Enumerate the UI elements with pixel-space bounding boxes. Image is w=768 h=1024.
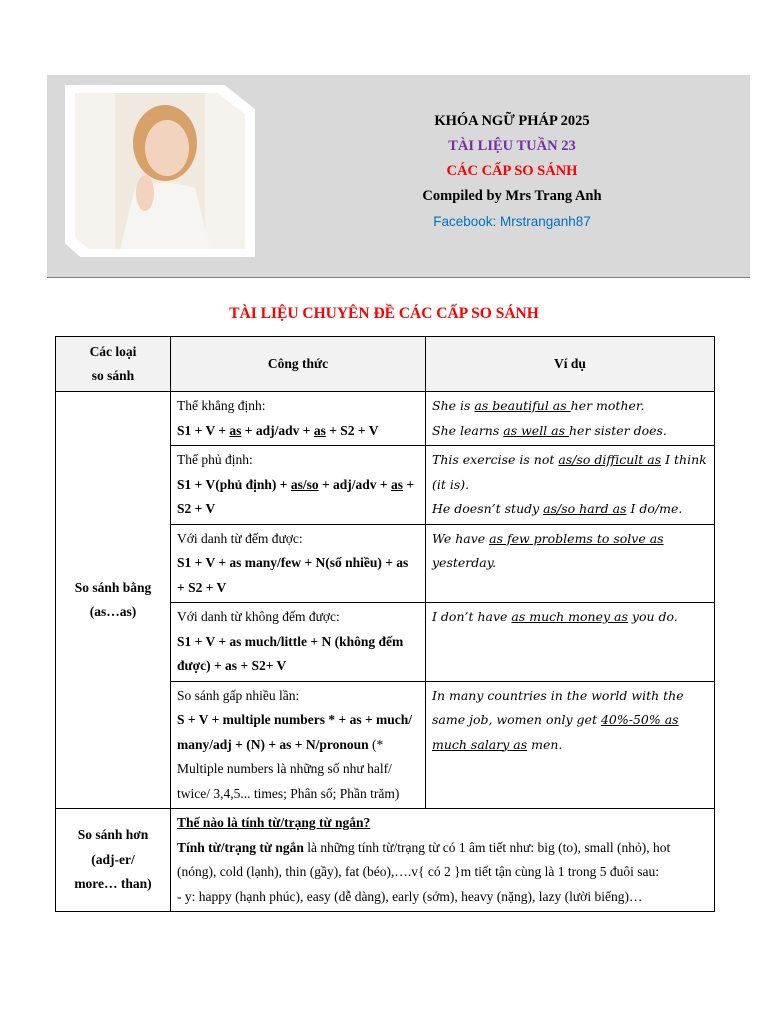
header-cell-formula: Công thức (171, 337, 426, 392)
document-title: TÀI LIỆU CHUYÊN ĐỀ CÁC CẤP SO SÁNH (229, 305, 539, 322)
topic-title: CÁC CẤP SO SÁNH (446, 163, 578, 179)
example: In many countries in the world with the same job, women only get 40%-50% as much salary as men. (432, 687, 684, 752)
header-types-line2: so sánh (91, 368, 135, 383)
example: She learns as well as her sister does. (432, 422, 667, 438)
author-line: Compiled by Mrs Trang Anh (422, 188, 602, 204)
week-title: TÀI LIỆU TUẦN 23 (448, 138, 576, 154)
table-header-row (56, 337, 715, 392)
header-cell-types (56, 337, 171, 392)
formula-label: Thể khẳng định: (177, 398, 266, 413)
formula-label: Với danh từ đếm được: (177, 530, 303, 546)
example: He doesn’t study as/so hard as I do/me. (432, 501, 683, 516)
example-cell (426, 603, 715, 682)
facebook-line: Facebook: Mrstranganh87 (433, 214, 591, 229)
formula-cell (171, 681, 426, 809)
example-cell (426, 392, 715, 446)
formula: S1 + V + as many/few + N(số nhiều) + as + S2 + V (177, 555, 409, 595)
definition-cell (171, 809, 715, 912)
formula-label: Với danh từ không đếm được: (177, 609, 340, 624)
example: We have as few problems to solve as yesterday. (432, 530, 664, 570)
table-row (56, 392, 715, 446)
category-equal-line2: (as…as) (89, 604, 137, 619)
formula-cell (171, 392, 426, 446)
category-more-line3: more… than) (74, 876, 152, 892)
comparison-table (55, 336, 715, 912)
category-more-line2: (adj-er/ (91, 851, 135, 867)
formula: S1 + V + as much/little + N (không đếm được) + as + S2+ V (177, 633, 404, 673)
example: I don’t have as much money as you do. (432, 609, 678, 624)
header-banner (47, 75, 750, 278)
definition-question: Thế nào là tính từ/trạng từ ngắn? (177, 815, 371, 830)
author-photo (75, 93, 245, 249)
formula: S1 + V(phủ định) + as/so + adj/adv + as + S2 + V (177, 476, 415, 516)
formula-label: Thể phủ định: (177, 452, 253, 467)
formula-cell (171, 603, 426, 682)
table-row (56, 809, 715, 912)
formula-cell (171, 446, 426, 525)
definition-y-ending: - y: happy (hạnh phúc), easy (dễ dàng), early (sớm), heavy (nặng), lazy (lười biếng)… (177, 888, 643, 904)
example-cell (426, 446, 715, 525)
example: She is as beautiful as her mother. (432, 398, 645, 413)
category-more (56, 809, 171, 912)
header-cell-example: Ví dụ (426, 337, 715, 392)
header-types-line1: Các loại (89, 344, 137, 359)
category-equal (56, 392, 171, 809)
course-title: KHÓA NGỮ PHÁP 2025 (434, 113, 590, 129)
formula: S + V + multiple numbers * + as + much/ many/adj + (N) + as + N/pronoun (* Multiple numbers là những số như half/ twice/ 3,4,5... times; Phân số; Phần trăm) (177, 712, 413, 801)
category-more-line1: So sánh hơn (77, 827, 149, 843)
formula: S1 + V + as + adj/adv + as + S2 + V (177, 422, 379, 438)
example: This exercise is not as/so difficult as I think (it is). (432, 452, 707, 492)
photo-frame (65, 85, 255, 257)
example-cell (426, 524, 715, 603)
example-cell (426, 681, 715, 809)
definition-paragraph: Tính từ/trạng từ ngắn là những tính từ/trạng từ có 1 âm tiết như: big (to), small (nhỏ), hot (nóng), cold (lạnh), thin (gầy), fat (béo),….v{ có 2 }m tiết tận cùng là 1 trong 5 đuôi sau: (177, 839, 671, 879)
category-equal-line1: So sánh bằng (74, 579, 152, 595)
formula-cell (171, 524, 426, 603)
formula-label: So sánh gấp nhiều lần: (177, 687, 300, 703)
